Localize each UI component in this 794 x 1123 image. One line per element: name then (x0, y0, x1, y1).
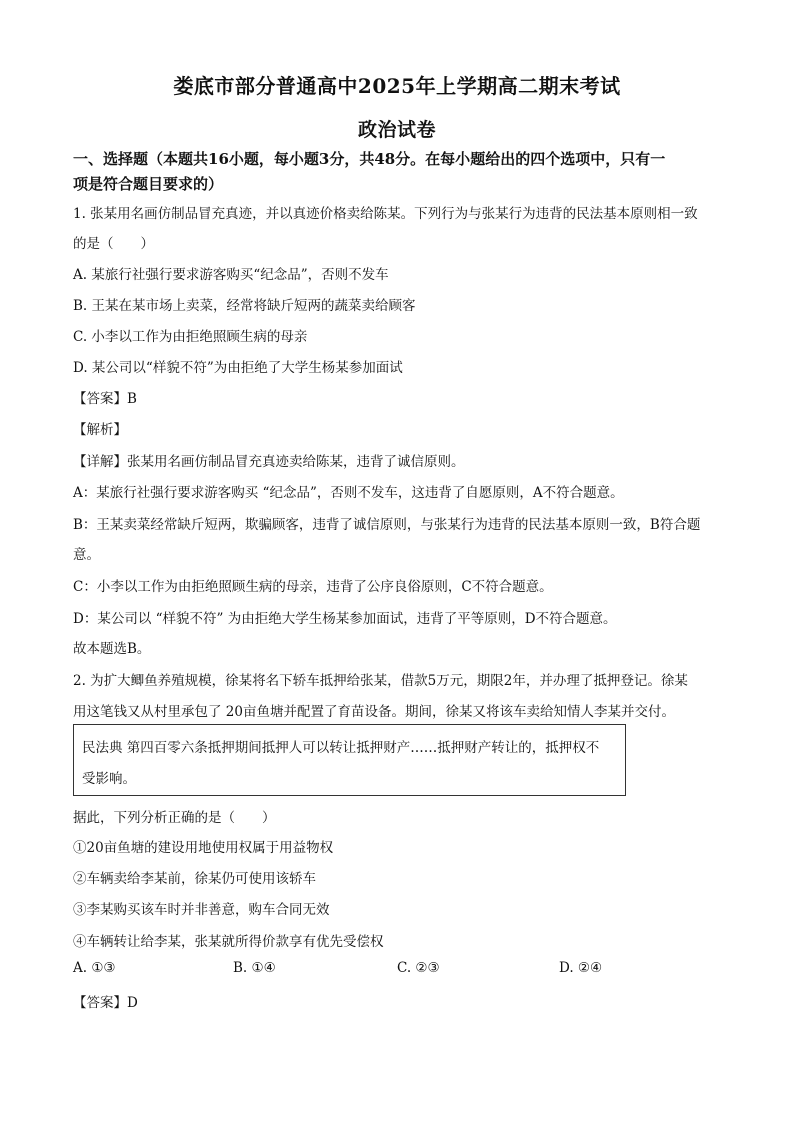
q2-law-quote-box (73, 724, 626, 796)
q1-option-a: A. 某旅行社强行要求游客购买“纪念品”，否则不发车 (73, 267, 389, 283)
q2-choice-a: A. ①③ (73, 960, 116, 976)
q2-choice-d: D. ②④ (559, 960, 603, 976)
q2-statement-3: ③李某购买该车时并非善意，购车合同无效 (73, 902, 330, 918)
q2-statement-2: ②车辆卖给李某前，徐某仍可使用该轿车 (73, 871, 316, 887)
q1-option-b: B. 王某在某市场上卖菜，经常将缺斤短两的蔬菜卖给顾客 (73, 298, 416, 314)
section-heading-line1: 一、选择题（本题共16小题，每小题3分，共48分。在每小题给出的四个选项中，只有一 (73, 150, 666, 168)
q1-stem-line2: 的是（ ） (73, 236, 154, 252)
q1-option-d: D. 某公司以“样貌不符”为由拒绝了大学生杨某参加面试 (73, 360, 403, 376)
q1-explain-a: A：某旅行社强行要求游客购买 “纪念品”，否则不发车，这违背了自愿原则，A不符合题意。 (73, 485, 624, 501)
q1-explain-c: C：小李以工作为由拒绝照顾生病的母亲，违背了公序良俗原则，C不符合题意。 (73, 579, 553, 595)
q2-choice-b: B. ①④ (233, 960, 276, 976)
q2-question: 据此，下列分析正确的是（ ） (73, 810, 276, 826)
q1-explain-b-line1: B：王某卖菜经常缺斤短两，欺骗顾客，违背了诚信原则，与张某行为违背的民法基本原则一致，B符合题 (73, 517, 701, 533)
q1-explain-d: D：某公司以 “样貌不符” 为由拒绝大学生杨某参加面试，违背了平等原则，D不符合题意。 (73, 611, 617, 627)
q2-choice-c: C. ②③ (397, 960, 440, 976)
exam-title: 娄底市部分普通高中2025年上学期高二期末考试 (173, 74, 621, 98)
q2-law-quote-line1: 民法典 第四百零六条抵押期间抵押人可以转让抵押财产……抵押财产转让的，抵押权不 (82, 740, 600, 756)
q1-detail: 【详解】张某用名画仿制品冒充真迹卖给陈某，违背了诚信原则。 (73, 454, 465, 470)
exam-subject: 政治试卷 (357, 119, 436, 141)
section-heading-line2: 项是符合题目要求的） (73, 175, 224, 193)
q2-answer: 【答案】D (73, 995, 138, 1011)
q2-statement-1: ①20亩鱼塘的建设用地使用权属于用益物权 (73, 840, 334, 856)
q1-stem-line1: 1. 张某用名画仿制品冒充真迹，并以真迹价格卖给陈某。下列行为与张某行为违背的民法基本原则相一致 (73, 206, 698, 222)
q2-statement-4: ④车辆转让给李某，张某就所得价款享有优先受偿权 (73, 934, 384, 950)
q1-explain-b-line2: 意。 (73, 547, 100, 563)
q1-answer: 【答案】B (73, 391, 137, 407)
q2-stem-line2: 用这笔钱又从村里承包了 20亩鱼塘并配置了育苗设备。期间，徐某又将该车卖给知情人李某并交付。 (73, 704, 675, 720)
q2-law-quote-line2: 受影响。 (82, 771, 136, 787)
q1-conclusion: 故本题选B。 (73, 641, 151, 657)
q1-option-c: C. 小李以工作为由拒绝照顾生病的母亲 (73, 329, 308, 345)
q1-analysis-tag: 【解析】 (73, 422, 127, 438)
q2-stem-line1: 2. 为扩大鲫鱼养殖规模，徐某将名下轿车抵押给张某，借款5万元，期限2年，并办理了抵押登记。徐某 (73, 673, 688, 689)
